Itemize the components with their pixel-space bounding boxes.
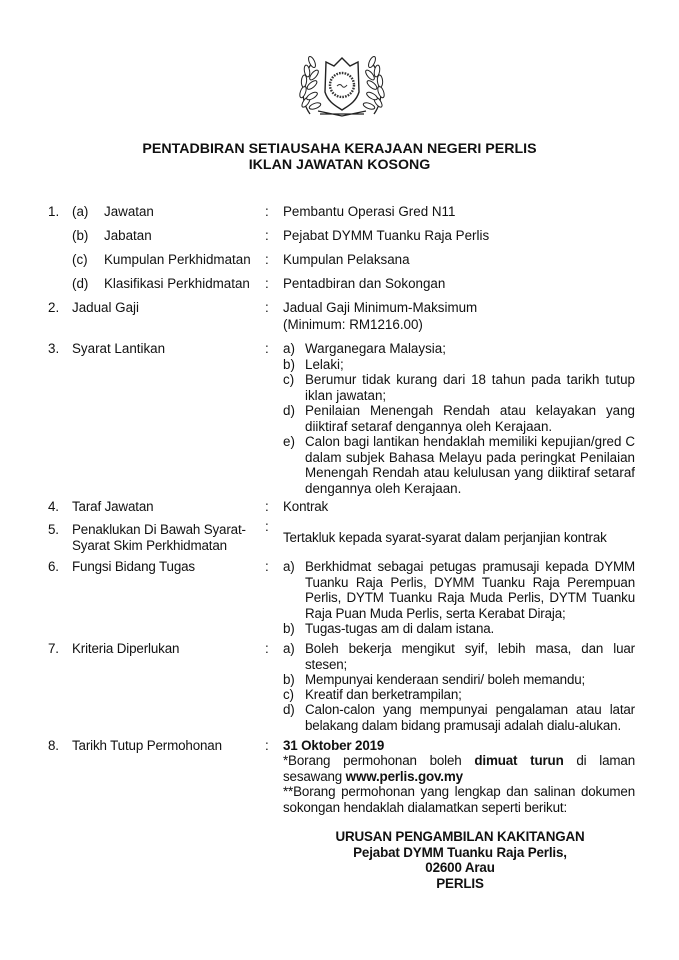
- list-text: Penilaian Menengah Rendah atau kelayakan yang diiktiraf setaraf dengannya oleh Kerajaan.: [305, 403, 635, 434]
- list-key: c): [283, 372, 295, 387]
- field-label: Klasifikasi Perkhidmatan: [104, 276, 250, 291]
- field-label: Taraf Jawatan: [72, 499, 154, 514]
- list-key: d): [283, 702, 295, 717]
- address-line: Pejabat DYMM Tuanku Raja Perlis,: [353, 844, 567, 860]
- separator: :: [265, 300, 269, 315]
- list-text: Berumur tidak kurang dari 18 tahun pada tarikh tutup iklan jawatan;: [305, 372, 635, 403]
- sub-key: (c): [72, 252, 88, 267]
- field-label: Jabatan: [104, 228, 152, 243]
- field-label: Fungsi Bidang Tugas: [72, 559, 195, 574]
- item-number: 5.: [48, 522, 59, 537]
- list-text: Mempunyai kenderaan sendiri/ boleh memandu;: [305, 672, 586, 687]
- field-value-note: (Minimum: RM1216.00): [283, 317, 423, 332]
- field-label: Kumpulan Perkhidmatan: [104, 252, 251, 267]
- sub-key: (b): [72, 228, 89, 243]
- submission-note: **Borang permohonan yang lengkap dan salinan dokumen sokongan hendaklah dialamatkan seperti berikut:: [283, 784, 635, 815]
- note-text: di laman sesawang: [283, 753, 635, 784]
- item-number: 6.: [48, 559, 59, 574]
- separator: :: [265, 204, 269, 219]
- separator: :: [265, 519, 269, 534]
- item-number: 4.: [48, 499, 59, 514]
- address-block: [290, 829, 630, 891]
- field-value: Jadual Gaji Minimum-Maksimum: [283, 300, 478, 315]
- item-number: 2.: [48, 300, 60, 315]
- closing-date: 31 Oktober 2019: [283, 738, 385, 753]
- list-key: a): [283, 559, 295, 574]
- address-line: 02600 Arau: [425, 860, 495, 876]
- field-label: Syarat Skim Perkhidmatan: [72, 538, 227, 553]
- note-text: *Borang permohonan boleh: [283, 753, 475, 768]
- sub-key: (d): [72, 276, 89, 291]
- page-subtitle: IKLAN JAWATAN KOSONG: [248, 157, 431, 173]
- field-label: Penaklukan Di Bawah Syarat-: [72, 522, 246, 537]
- list-text: Berkhidmat sebagai petugas pramusaji kepada DYMM Tuanku Raja Perlis, DYMM Tuanku Raja Perempuan Perlis, DYTM Tuanku Raja Muda Perlis, DYTM Tuanku Raja Puan Muda Perlis, serta Kerabat Diraja;: [305, 559, 635, 621]
- field-label: Jadual Gaji: [72, 300, 139, 315]
- field-label: Syarat Lantikan: [72, 341, 166, 356]
- sub-key: (a): [72, 204, 89, 219]
- list-key: a): [283, 341, 295, 356]
- field-label: Jawatan: [104, 204, 154, 219]
- website-link[interactable]: www.perlis.gov.my: [345, 768, 463, 784]
- list-text: Warganegara Malaysia;: [305, 341, 446, 356]
- list-key: b): [283, 621, 295, 636]
- separator: :: [265, 738, 269, 753]
- separator: :: [265, 276, 269, 291]
- list-key: d): [283, 403, 295, 418]
- field-label: Kriteria Diperlukan: [72, 641, 180, 656]
- item-number: 7.: [48, 641, 59, 656]
- address-line: PERLIS: [436, 875, 484, 891]
- list-key: b): [283, 672, 295, 687]
- list-text: Lelaki;: [305, 357, 344, 372]
- list-text: Kreatif dan berketrampilan;: [305, 687, 462, 702]
- field-value: Kontrak: [283, 499, 329, 514]
- separator: :: [265, 499, 269, 514]
- separator: :: [265, 341, 269, 356]
- list-text: Calon bagi lantikan hendaklah memiliki kepujian/gred C dalam subjek Bahasa Melayu pada peringkat Penilaian Menengah Rendah atau kelulusan yang diiktiraf setaraf dengannya oleh Kerajaan.: [305, 434, 635, 496]
- separator: :: [265, 559, 269, 574]
- list-key: a): [283, 641, 295, 656]
- separator: :: [265, 252, 269, 267]
- download-note: [283, 753, 635, 784]
- field-value: Pejabat DYMM Tuanku Raja Perlis: [283, 228, 490, 243]
- state-crest-icon: [296, 48, 388, 120]
- separator: :: [265, 641, 269, 656]
- field-label: Tarikh Tutup Permohonan: [72, 738, 222, 753]
- list-text: Boleh bekerja mengikut syif, lebih masa, dan luar stesen;: [305, 641, 635, 672]
- field-value: Tertakluk kepada syarat-syarat dalam perjanjian kontrak: [283, 530, 607, 545]
- item-number: 3.: [48, 341, 60, 356]
- list-key: c): [283, 687, 294, 702]
- page-title: PENTADBIRAN SETIAUSAHA KERAJAAN NEGERI PERLIS: [142, 141, 537, 157]
- list-key: b): [283, 357, 295, 372]
- list-text: Calon-calon yang mempunyai pengalaman atau latar belakang dalam bidang pramusaji adalah dialu-alukan.: [305, 702, 635, 733]
- address-line: URUSAN PENGAMBILAN KAKITANGAN: [335, 829, 585, 844]
- item-number: 1.: [48, 204, 60, 219]
- list-key: e): [283, 434, 295, 449]
- note-emphasis: dimuat turun: [474, 753, 564, 768]
- separator: :: [265, 228, 269, 243]
- field-value: Kumpulan Pelaksana: [283, 252, 410, 267]
- field-value: Pentadbiran dan Sokongan: [283, 276, 446, 291]
- item-number: 8.: [48, 738, 59, 753]
- field-value: Pembantu Operasi Gred N11: [283, 204, 456, 219]
- list-text: Tugas-tugas am di dalam istana.: [305, 621, 495, 636]
